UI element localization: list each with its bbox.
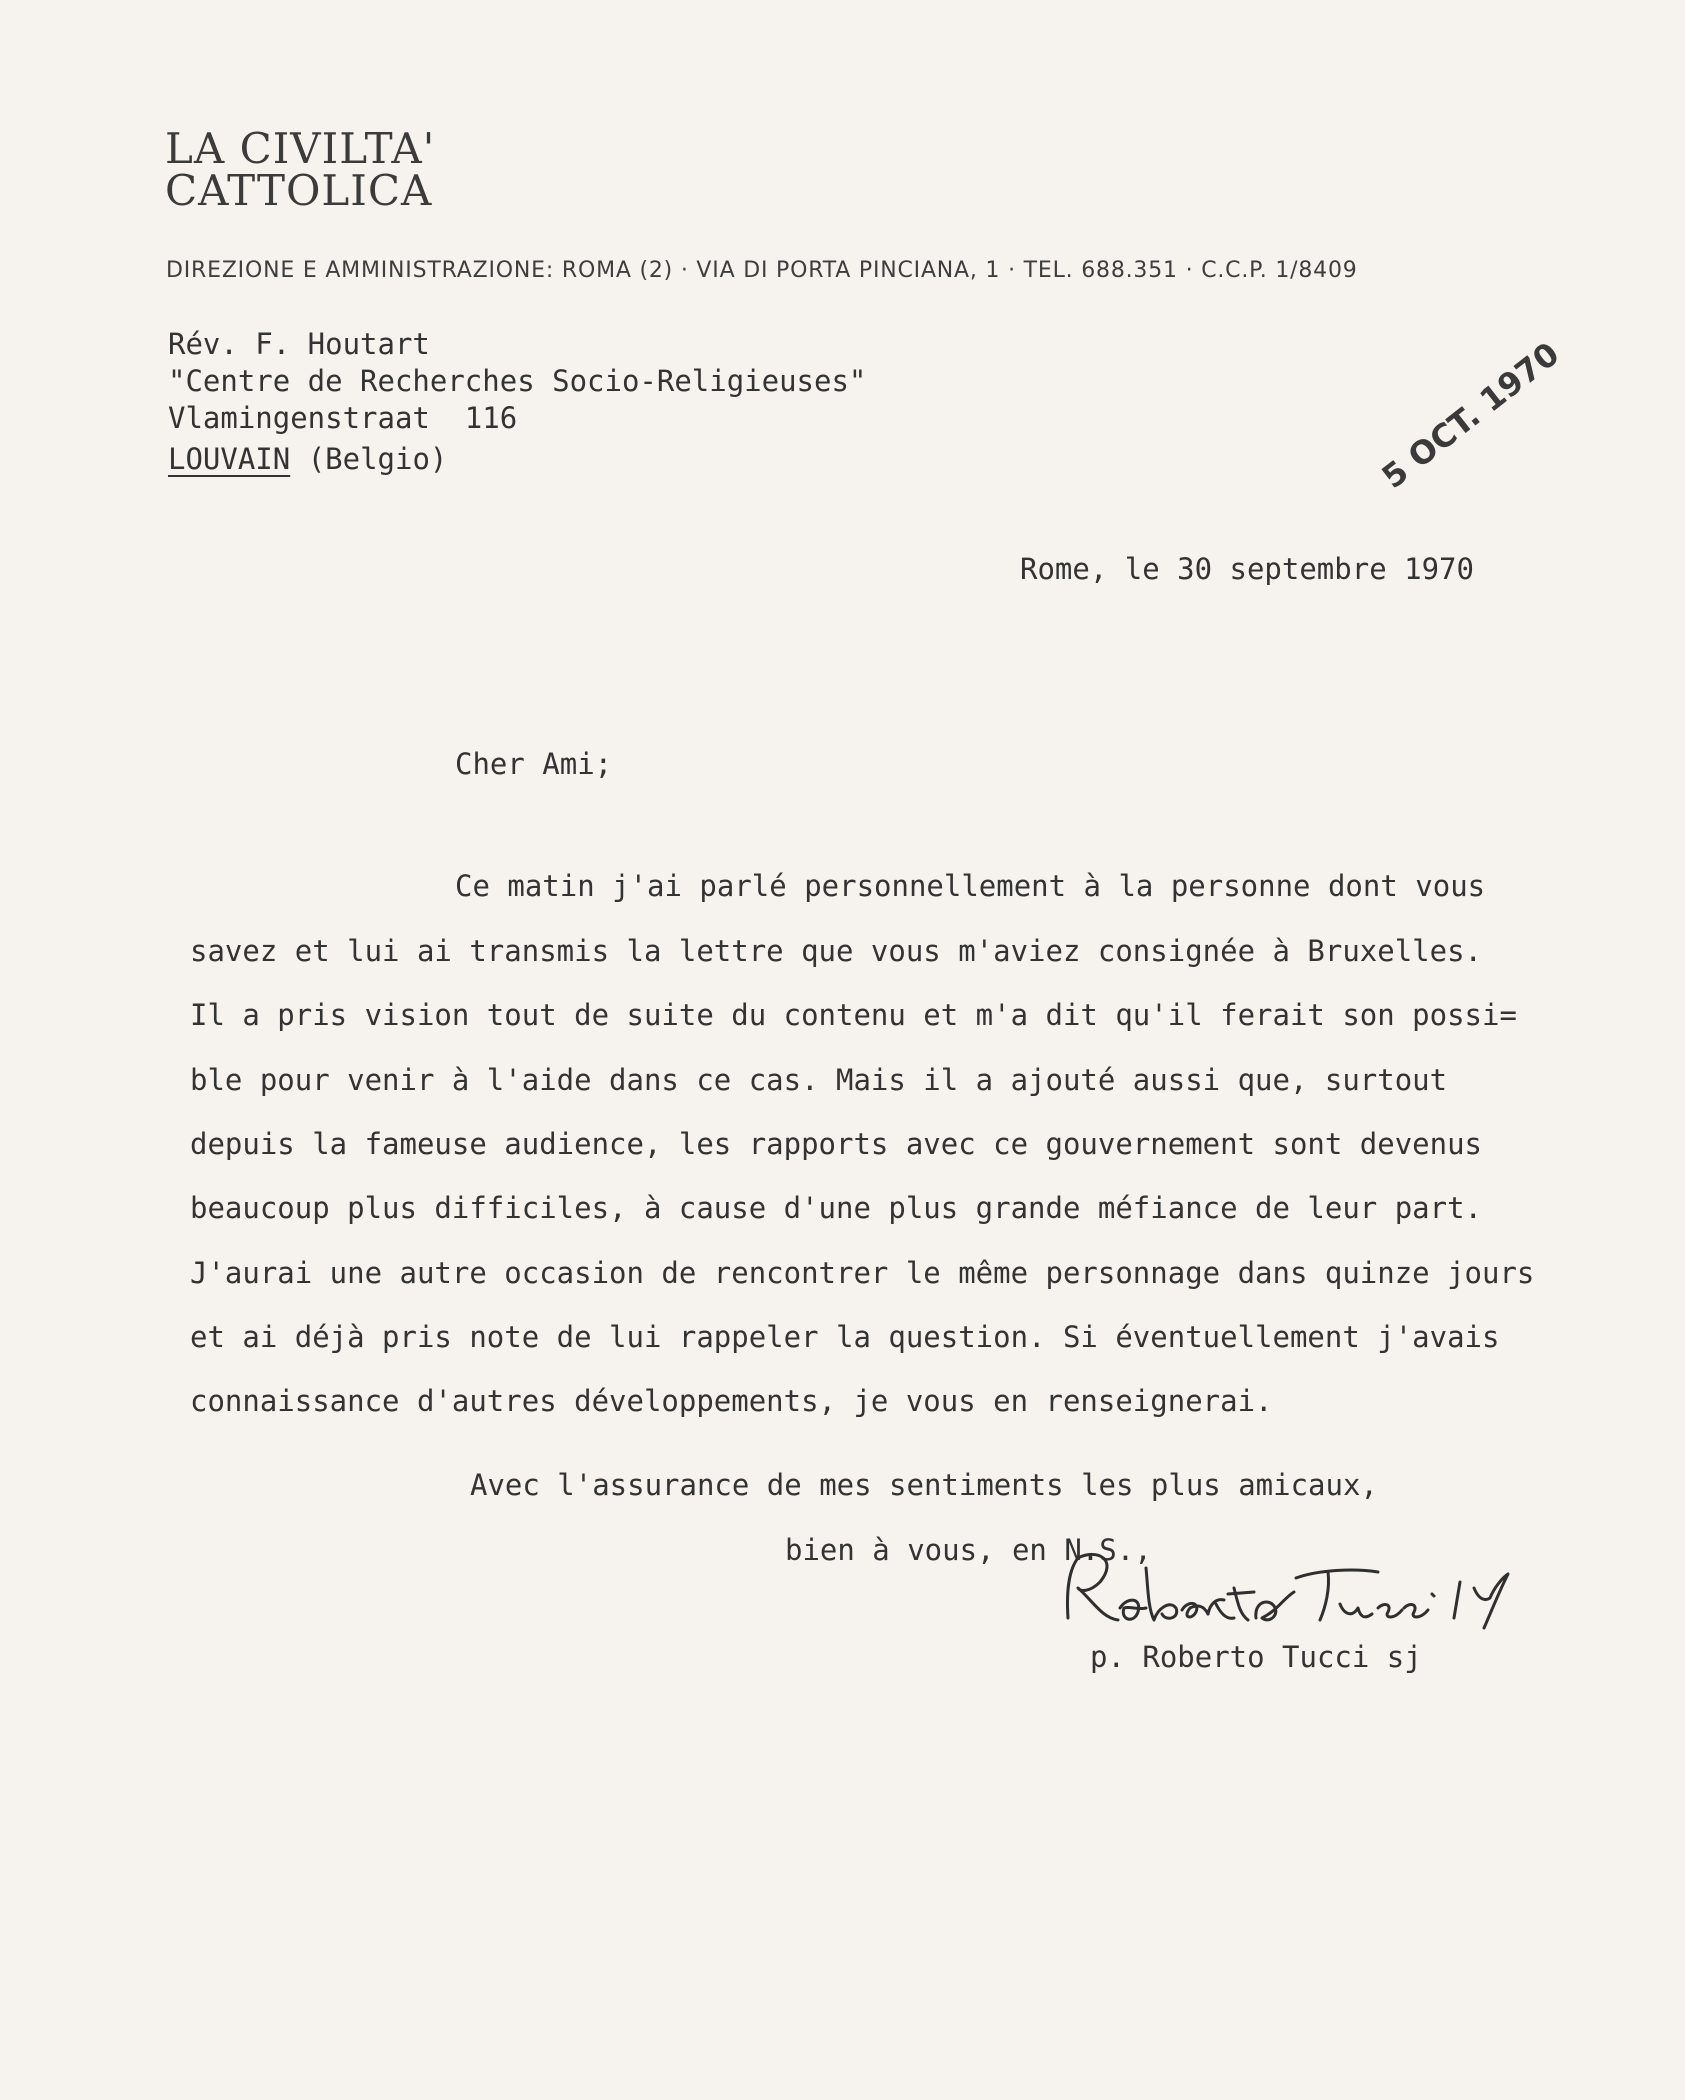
body-line: savez et lui ai transmis la lettre que vous m'aviez consignée à Bruxelles. [190, 934, 1483, 968]
body-line: et ai déjà pris note de lui rappeler la question. Si éventuellement j'avais [190, 1320, 1500, 1354]
handwritten-signature [1058, 1548, 1518, 1643]
body-line: J'aurai une autre occasion de rencontrer le même personnage dans quinze jours [190, 1256, 1535, 1290]
body-line: beaucoup plus difficiles, à cause d'une plus grande méfiance de leur part. [190, 1191, 1483, 1225]
recipient-country: (Belgio) [307, 442, 448, 476]
recipient-street: Vlamingenstraat 116 [168, 401, 518, 435]
letter-date: Rome, le 30 septembre 1970 [1020, 552, 1474, 586]
letterhead-address: DIREZIONE E AMMINISTRAZIONE: ROMA (2) · VIA DI PORTA PINCIANA, 1 · TEL. 688.351 · C.C.P. 1/8409 [166, 258, 1358, 283]
closing-valediction: bien à vous, en N.S., [785, 1533, 1152, 1567]
body-line: Il a pris vision tout de suite du contenu et m'a dit qu'il ferait son possi= [190, 998, 1517, 1032]
closing-line: Avec l'assurance de mes sentiments les plus amicaux, [470, 1468, 1378, 1502]
signature-drawing [1058, 1548, 1518, 1638]
letterhead-logo [165, 124, 436, 215]
letterhead-title-line1: LA CIVILTA' [165, 124, 436, 173]
received-date-stamp: 5 OCT. 1970 [1374, 334, 1567, 496]
body-line: Ce matin j'ai parlé personnellement à la personne dont vous [455, 869, 1486, 903]
body-line: connaissance d'autres développements, je vous en renseignerai. [190, 1384, 1273, 1418]
recipient-organization: "Centre de Recherches Socio-Religieuses" [168, 364, 867, 398]
letterhead-title-line2: CATTOLICA [165, 166, 433, 215]
signer-name: p. Roberto Tucci sj [1090, 1640, 1422, 1674]
recipient-name: Rév. F. Houtart [168, 327, 430, 361]
body-line: ble pour venir à l'aide dans ce cas. Mais il a ajouté aussi que, surtout [190, 1063, 1448, 1097]
recipient-block [168, 326, 866, 437]
recipient-city: LOUVAIN [168, 442, 291, 476]
body-line: depuis la fameuse audience, les rapports avec ce gouvernement sont devenus [190, 1127, 1483, 1161]
salutation: Cher Ami; [455, 747, 613, 781]
recipient-city-line [168, 442, 447, 476]
